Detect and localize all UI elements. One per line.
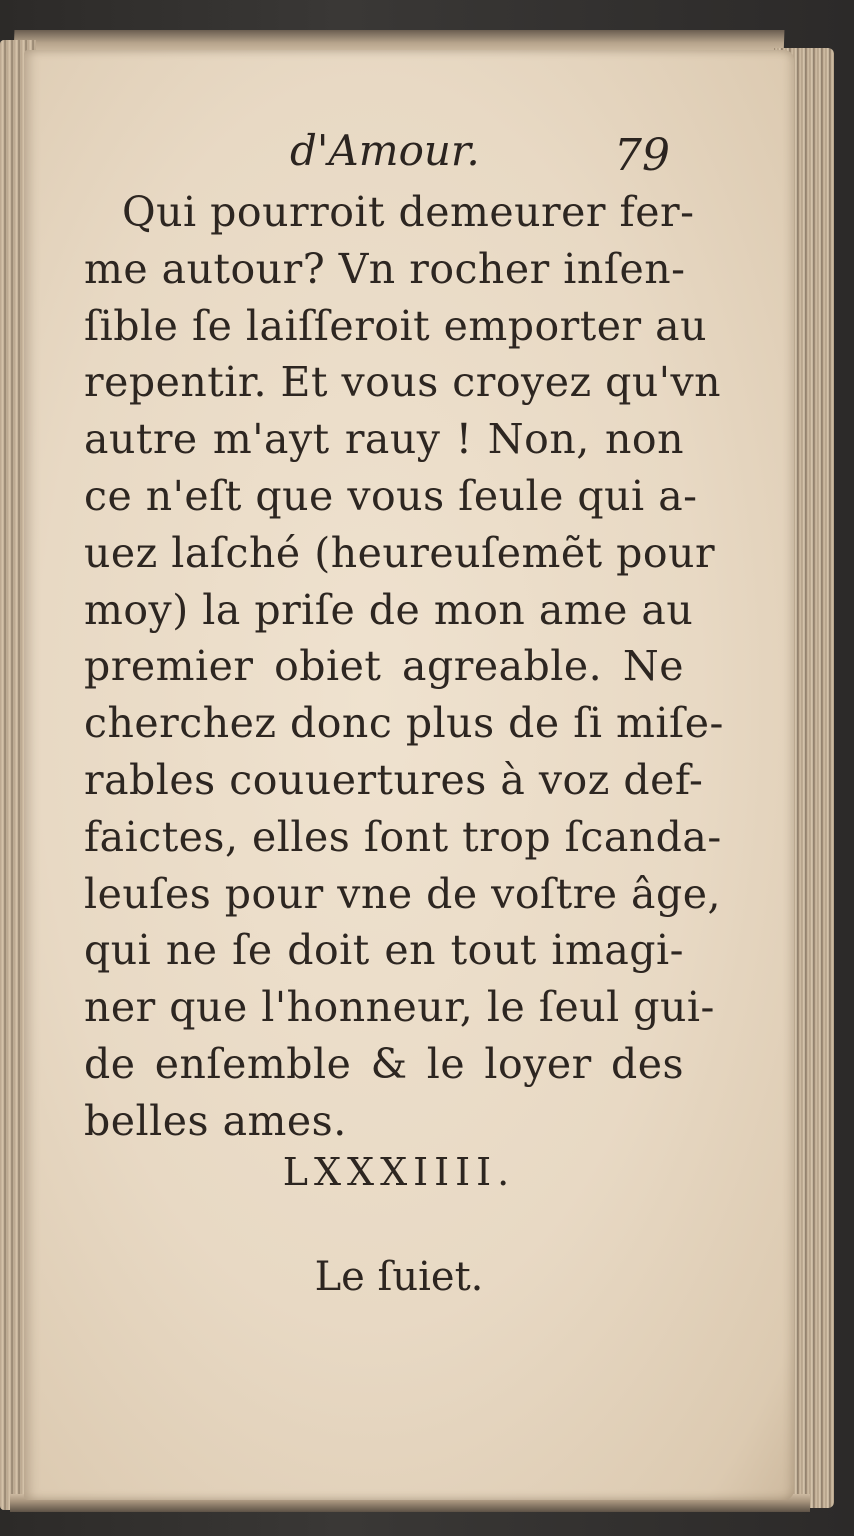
text-line: leuſes pour vne de voſtre âge, <box>84 869 722 918</box>
text-line: autre m'ayt rauy ! Non, non <box>84 415 684 464</box>
section-number: LXXXIIII. <box>282 1150 516 1194</box>
text-line: repentir. Et vous croyez qu'vn <box>84 358 722 407</box>
text-line: moy) la priſe de mon ame au <box>84 585 694 634</box>
text-line: Qui pourroit demeurer fer- <box>122 188 695 236</box>
text-line: de enſemble & le loyer des <box>84 1039 684 1088</box>
text-line: cherchez donc plus de ſi miſe- <box>84 699 724 748</box>
text-line: ner que l'honneur, le ſeul gui- <box>84 983 715 1032</box>
running-title: d'Amour. <box>290 126 480 175</box>
text-line: qui ne ſe doit en tout imagi- <box>84 926 684 975</box>
body-text <box>84 184 724 1150</box>
text-line: uez laſché (heureuſemẽt pour <box>84 528 716 577</box>
page-number: 79 <box>614 130 670 181</box>
text-line: faictes, elles ſont trop ſcanda- <box>84 812 722 861</box>
text-line: ce n'eſt que vous ſeule qui a- <box>84 471 698 520</box>
text-line: ſible ſe laiſſeroit emporter au <box>84 301 707 350</box>
text-line: premier obiet agreable. Ne <box>84 642 684 691</box>
section-title: Le ſuiet. <box>314 1254 484 1300</box>
text-line: me autour? Vn rocher inſen- <box>84 244 686 293</box>
text-line: belles ames. <box>84 1096 347 1145</box>
running-head <box>24 120 794 180</box>
text-line: rables couuertures à voz def- <box>84 755 704 804</box>
